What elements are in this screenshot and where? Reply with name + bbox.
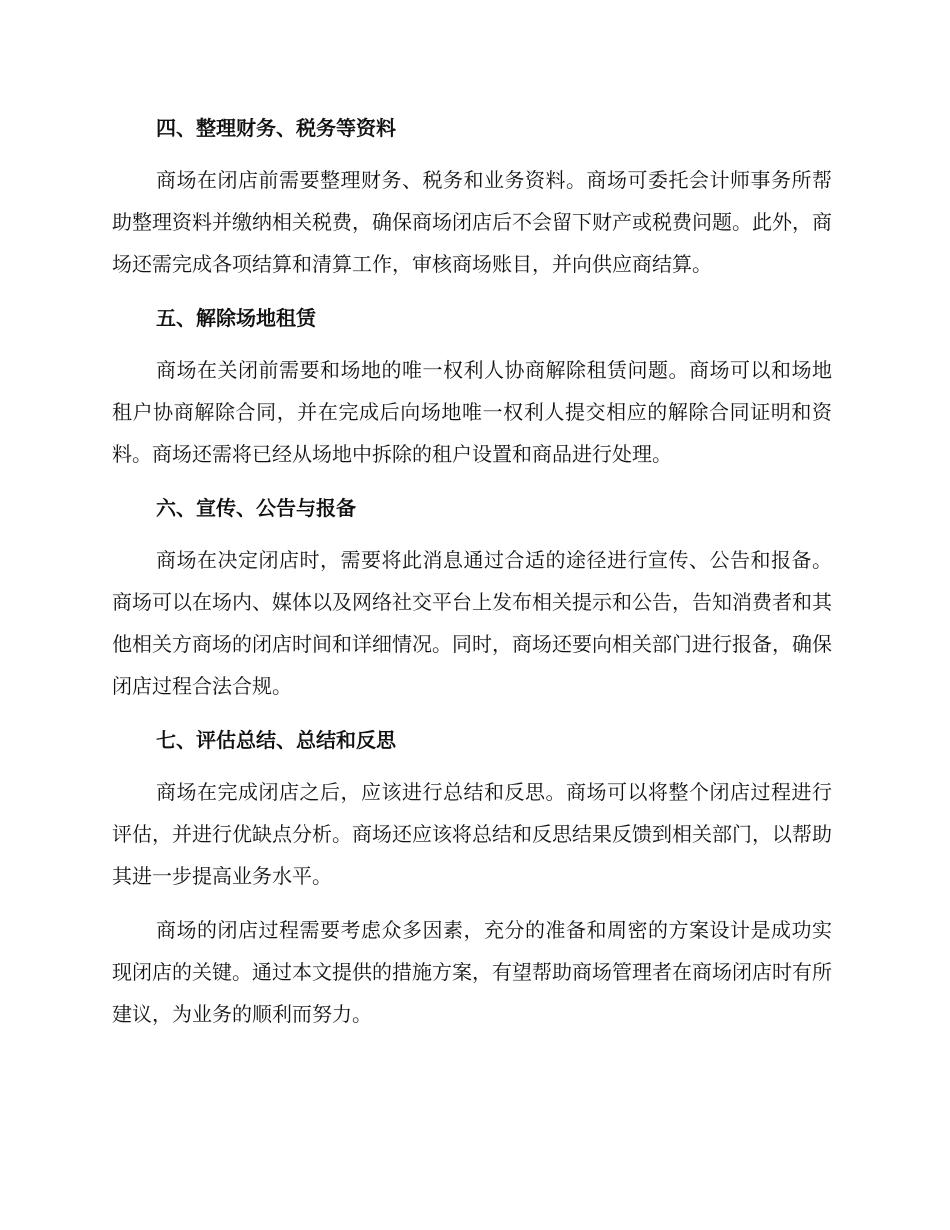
section-5-paragraph: 商场在关闭前需要和场地的唯一权利人协商解除租赁问题。商场可以和场地租户协商解除合同，并在完成后向场地唯一权利人提交相应的解除合同证明和资料。商场还需将已经从场地中拆除的租户设置和商品进行处理。 xyxy=(112,358,832,466)
section-heading-6: 六、宣传、公告与报备 xyxy=(156,496,356,520)
document-body xyxy=(112,107,832,1035)
conclusion-paragraph: 商场的闭店过程需要考虑众多因素，充分的准备和周密的方案设计是成功实现闭店的关键。通过本文提供的措施方案，有望帮助商场管理者在商场闭店时有所建议，为业务的顺利而努力。 xyxy=(112,918,832,1026)
section-heading-5: 五、解除场地租赁 xyxy=(156,306,316,330)
section-4-paragraph: 商场在闭店前需要整理财务、税务和业务资料。商场可委托会计师事务所帮助整理资料并缴纳相关税费，确保商场闭店后不会留下财产或税费问题。此外，商场还需完成各项结算和清算工作，审核商场账目，并向供应商结算。 xyxy=(112,168,832,276)
section-heading-4: 四、整理财务、税务等资料 xyxy=(156,116,396,140)
section-heading-7: 七、评估总结、总结和反思 xyxy=(156,728,396,752)
section-7-paragraph: 商场在完成闭店之后，应该进行总结和反思。商场可以将整个闭店过程进行评估，并进行优缺点分析。商场还应该将总结和反思结果反馈到相关部门，以帮助其进一步提高业务水平。 xyxy=(112,780,832,888)
section-6-paragraph: 商场在决定闭店时，需要将此消息通过合适的途径进行宣传、公告和报备。商场可以在场内、媒体以及网络社交平台上发布相关提示和公告，告知消费者和其他相关方商场的闭店时间和详细情况。同时，商场还要向相关部门进行报备，确保闭店过程合法合规。 xyxy=(112,548,832,698)
